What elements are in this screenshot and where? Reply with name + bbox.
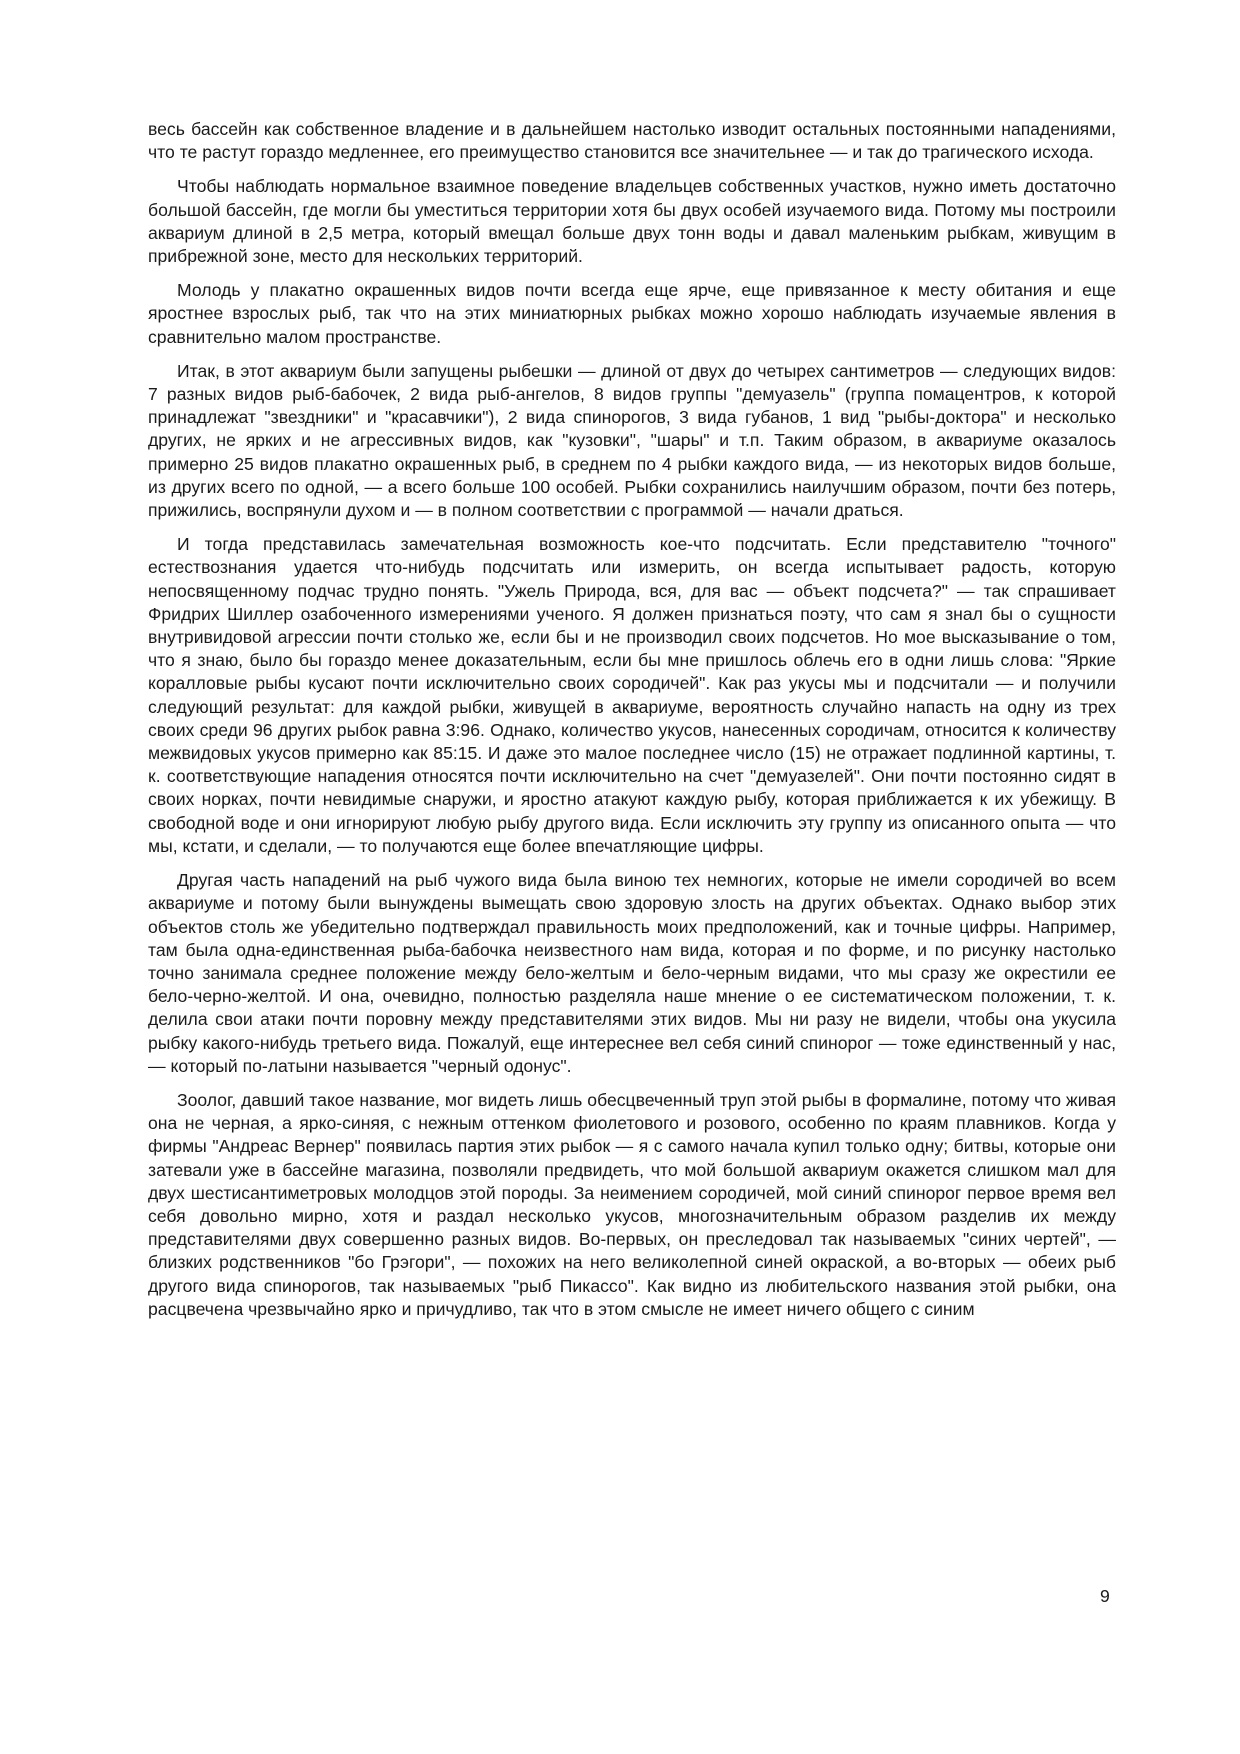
paragraph-7: Зоолог, давший такое название, мог видеть лишь обесцвеченный труп этой рыбы в формалине, потому что живая она не черная, а ярко-синяя, с нежным оттенком фиолетового и розового, особенно по краям плавников. Когда у фирмы "Андреас Вернер" появилась партия этих рыбок — я с самого начала купил только одну; битвы, которые они затевали уже в бассейне магазина, позволяли предвидеть, что мой большой аквариум окажется слишком мал для двух шестисантиметровых молодцов этой породы. За неимением сородичей, мой синий спинорог первое время вел себя довольно мирно, хотя и раздал несколько укусов, многозначительным образом разделив их между представителями двух совершенно разных видов. Во-первых, он преследовал так называемых "синих чертей", — близких родственников "бо Грэгори", — похожих на него великолепной синей окраской, а во-вторых — обеих рыб другого вида спинорогов, так называемых "рыб Пикассо". Как видно из любительского названия этой рыбки, она расцвечена чрезвычайно ярко и причудливо, так что в этом смысле не имеет ничего общего с синим bbox=[148, 1089, 1116, 1319]
paragraph-4: Итак, в этот аквариум были запущены рыбешки — длиной от двух до четырех сантиметров — следующих видов: 7 разных видов рыб-бабочек, 2 вида рыб-ангелов, 8 видов группы "демуазель" (группа помацентров, к которой принадлежат "звездники" и "красавчики"), 2 вида спинорогов, 3 вида губанов, 1 вид "рыбы-доктора" и несколько других, не ярких и не агрессивных видов, как "кузовки", "шары" и т.п. Таким образом, в аквариуме оказалось примерно 25 видов плакатно окрашенных рыб, в среднем по 4 рыбки каждого вида, — из некоторых видов больше, из других всего по одной, — а всего больше 100 особей. Рыбки сохранились наилучшим образом, почти без потерь, прижились, воспрянули духом и — в полном соответствии с программой — начали драться. bbox=[148, 360, 1116, 521]
page-body bbox=[148, 118, 1116, 1332]
paragraph-5: И тогда представилась замечательная возможность кое-что подсчитать. Если представителю "точного" естествознания удается что-нибудь подсчитать или измерить, он всегда испытывает радость, которую непосвященному подчас трудно понять. "Ужель Природа, вся, для вас — объект подсчета?" — так спрашивает Фридрих Шиллер озабоченного измерениями ученого. Я должен признаться поэту, что сам я знал бы о сущности внутривидовой агрессии почти столько же, если бы и не производил своих подсчетов. Но мое высказывание о том, что я знаю, было бы гораздо менее доказательным, если бы мне пришлось облечь его в одни лишь слова: "Яркие коралловые рыбы кусают почти исключительно своих сородичей". Как раз укусы мы и подсчитали — и получили следующий результат: для каждой рыбки, живущей в аквариуме, вероятность случайно напасть на одну из трех своих среди 96 других рыбок равна 3:96. Однако, количество укусов, нанесенных сородичам, относится к количеству межвидовых укусов примерно как 85:15. И даже это малое последнее число (15) не отражает подлинной картины, т. к. соответствующие нападения относятся почти исключительно на счет "демуазелей". Они почти постоянно сидят в своих норках, почти невидимые снаружи, и яростно атакуют каждую рыбу, которая приближается к их убежищу. В свободной воде и они игнорируют любую рыбу другого вида. Если исключить эту группу из описанного опыта — что мы, кстати, и сделали, — то получаются еще более впечатляющие цифры. bbox=[148, 534, 1116, 856]
paragraph-1: весь бассейн как собственное владение и в дальнейшем настолько изводит остальных постоянными нападениями, что те растут гораздо медленнее, его преимущество становится все значительнее — и так до трагического исхода. bbox=[148, 119, 1116, 163]
paragraph-2: Чтобы наблюдать нормальное взаимное поведение владельцев собственных участков, нужно иметь достаточно большой бассейн, где могли бы уместиться территории хотя бы двух особей изучаемого вида. Потому мы построили аквариум длиной в 2,5 метра, который вмещал больше двух тонн воды и давал маленьким рыбкам, живущим в прибрежной зоне, место для нескольких территорий. bbox=[148, 176, 1116, 267]
page-number: 9 bbox=[1100, 1586, 1110, 1606]
paragraph-3: Молодь у плакатно окрашенных видов почти всегда еще ярче, еще привязанное к месту обитания и еще яростнее взрослых рыб, так что на этих миниатюрных рыбках можно хорошо наблюдать изучаемые явления в сравнительно малом пространстве. bbox=[148, 280, 1116, 347]
paragraph-6: Другая часть нападений на рыб чужого вида была виною тех немногих, которые не имели сородичей во всем аквариуме и потому были вынуждены вымещать свою здоровую злость на других объектах. Однако выбор этих объектов столь же убедительно подтверждал правильность моих предположений, как и точные цифры. Например, там была одна-единственная рыба-бабочка неизвестного нам вида, которая и по форме, и по рисунку настолько точно занимала среднее положение между бело-желтым и бело-черным видами, что мы сразу же окрестили ее бело-черно-желтой. И она, очевидно, полностью разделяла наше мнение о ее систематическом положении, т. к. делила свои атаки почти поровну между представителями этих видов. Мы ни разу не видели, чтобы она укусила рыбку какого-нибудь третьего вида. Пожалуй, еще интереснее вел себя синий спинорог — тоже единственный у нас, — который по-латыни называется "черный одонус". bbox=[148, 870, 1116, 1076]
